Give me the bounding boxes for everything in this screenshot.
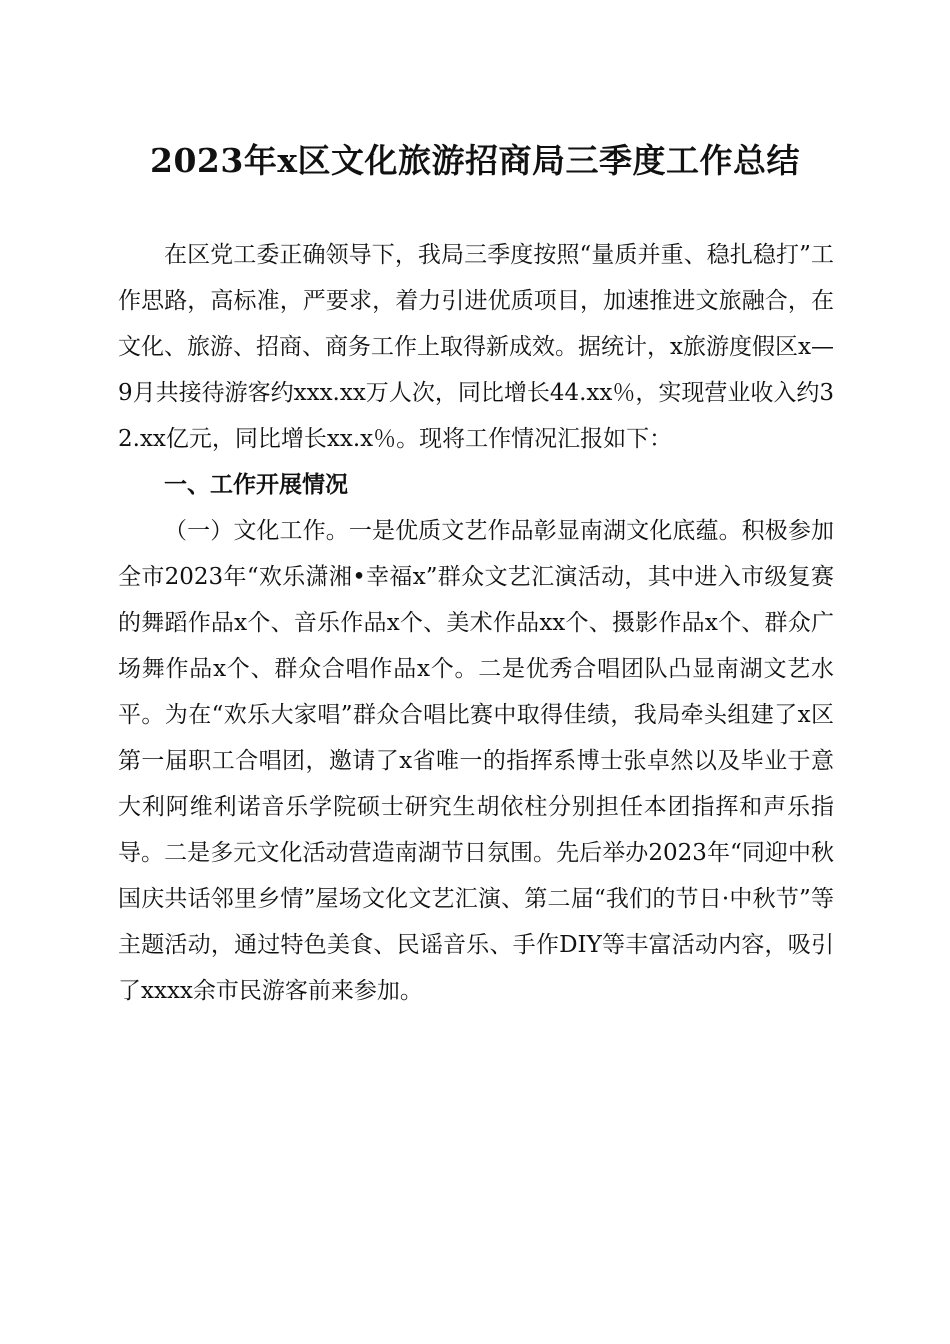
culture-work-paragraph: （一）文化工作。一是优质文艺作品彰显南湖文化底蕴。积极参加全市2023年“欢乐潇湘•幸福x”群众文艺汇演活动，其中进入市级复赛的舞蹈作品x个、音乐作品x个、美术作品xx个、摄影作品x个、群众广场舞作品x个、群众合唱作品x个。二是优秀合唱团队凸显南湖文艺水平。为在“欢乐大家唱”群众合唱比赛中取得佳绩，我局牵头组建了x区第一届职工合唱团，邀请了x省唯一的指挥系博士张卓然以及毕业于意大利阿维利诺音乐学院硕士研究生胡依柱分别担任本团指挥和声乐指导。二是多元文化活动营造南湖节日氛围。先后举办2023年“同迎中秋国庆共话邻里乡情”屋场文化文艺汇演、第二届“我们的节日·中秋节”等主题活动，通过特色美食、民谣音乐、手作DIY等丰富活动内容，吸引了xxxx余市民游客前来参加。 bbox=[118, 518, 834, 1004]
document-title: 2023年x区文化旅游招商局三季度工作总结 bbox=[149, 141, 801, 180]
intro-paragraph: 在区党工委正确领导下，我局三季度按照“量质并重、稳扎稳打”工作思路，高标准，严要求，着力引进优质项目，加速推进文旅融合，在文化、旅游、招商、商务工作上取得新成效。据统计，x旅游度假区x—9月共接待游客约xxx.xx万人次，同比增长44.xx％，实现营业收入约32.xx亿元，同比增长xx.x％。现将工作情况汇报如下： bbox=[118, 242, 834, 452]
document-body bbox=[118, 232, 834, 1014]
section-heading: 一、工作开展情况 bbox=[164, 472, 348, 498]
